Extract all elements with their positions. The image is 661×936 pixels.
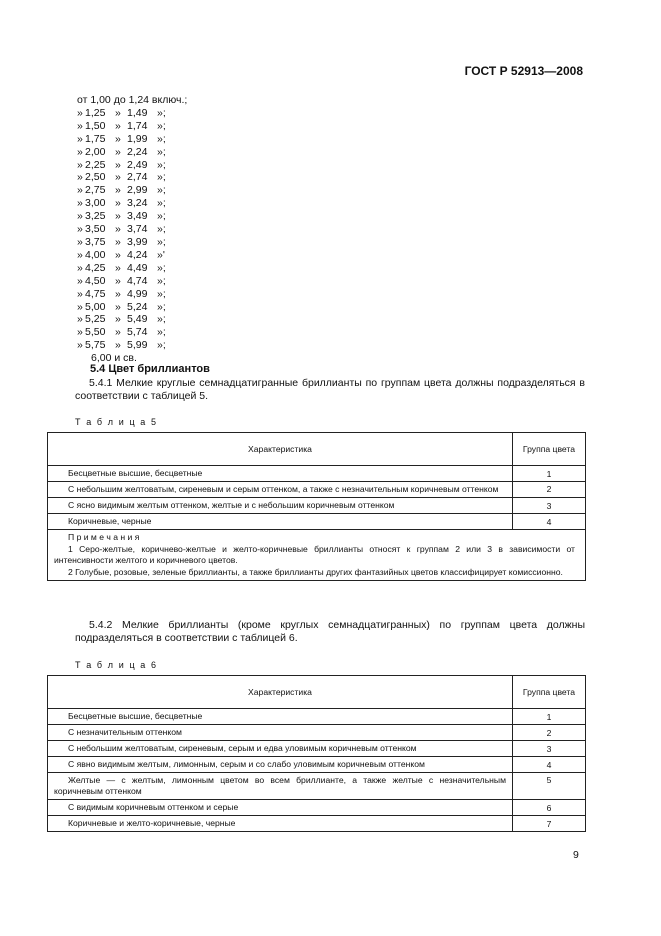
range-end: »; (157, 223, 166, 236)
section-title: 5.4 Цвет бриллиантов (90, 363, 210, 375)
range-to: 3,74 (127, 223, 148, 236)
range-from: 3,00 (85, 197, 106, 210)
range-quote: » (115, 248, 121, 261)
range-end: »; (157, 132, 166, 145)
table-row (48, 482, 586, 498)
cell-characteristic: Коричневые и желто-коричневые, черные (48, 816, 513, 832)
mass-range-row (77, 288, 187, 301)
cell-characteristic: С небольшим желтоватым, сиреневым, серым и едва уловимым коричневым оттенком (48, 741, 513, 757)
range-end: »; (157, 145, 166, 158)
range-end: »; (157, 326, 166, 339)
mass-range-row (77, 197, 187, 210)
range-from: 1,75 (85, 132, 106, 145)
cell-group: 1 (513, 709, 586, 725)
range-quote: » (115, 313, 121, 326)
range-from: 2,00 (85, 145, 106, 158)
range-quote: » (77, 132, 83, 145)
mass-range-row (77, 301, 187, 314)
range-from: 2,25 (85, 158, 106, 171)
range-quote: » (77, 287, 83, 300)
range-quote: » (77, 248, 83, 261)
table-row (48, 757, 586, 773)
mass-range-row (77, 146, 187, 159)
range-quote: » (115, 210, 121, 223)
range-to: 3,49 (127, 210, 148, 223)
range-end: »; (157, 235, 166, 248)
range-quote: » (115, 184, 121, 197)
column-header-characteristic: Характеристика (48, 676, 513, 709)
range-from: 2,50 (85, 171, 106, 184)
cell-characteristic: С явно видимым желтым, лимонным, серым и со слабо уловимым коричневым оттенком (48, 757, 513, 773)
range-to: 2,49 (127, 158, 148, 171)
cell-group: 3 (513, 498, 586, 514)
range-quote: » (115, 300, 121, 313)
column-header-group: Группа цвета (513, 433, 586, 466)
range-quote: » (77, 145, 83, 158)
range-to: 1,99 (127, 132, 148, 145)
range-end: »; (157, 210, 166, 223)
mass-range-row (77, 223, 187, 236)
range-quote: » (77, 158, 83, 171)
range-quote: » (115, 119, 121, 132)
range-quote: » (77, 171, 83, 184)
paragraph-5-4-2: 5.4.2 Мелкие бриллианты (кроме круглых семнадцатигранных) по группам цвета должны подразделяться в соответствии с таблицей 6. (75, 619, 585, 644)
table-row (48, 466, 586, 482)
mass-range-row (77, 326, 187, 339)
mass-range-row (77, 107, 187, 120)
range-to: 4,24 (127, 248, 148, 261)
range-to: 4,99 (127, 287, 148, 300)
table-row (48, 741, 586, 757)
range-quote: » (115, 158, 121, 171)
mass-range-row (77, 339, 187, 352)
mass-range-row (77, 171, 187, 184)
mass-range-first: от 1,00 до 1,24 включ.; (77, 94, 188, 106)
range-quote: » (115, 274, 121, 287)
range-end: »; (157, 261, 166, 274)
cell-characteristic: С незначительным оттенком (48, 725, 513, 741)
range-to: 4,74 (127, 274, 148, 287)
table-row (48, 514, 586, 530)
range-from: 4,00 (85, 248, 106, 261)
page-number: 9 (573, 849, 579, 861)
range-end: »' (157, 248, 165, 261)
mass-range-row (77, 184, 187, 197)
range-from: 3,50 (85, 223, 106, 236)
range-end: »; (157, 339, 166, 352)
cell-characteristic: Желтые — с желтым, лимонным цветом во всем бриллианте, а также желтые с незначительным коричневым оттенком (48, 773, 513, 800)
range-end: »; (157, 274, 166, 287)
mass-range-row (77, 249, 187, 262)
table-row (48, 498, 586, 514)
mass-range-row (77, 236, 187, 249)
range-quote: » (115, 197, 121, 210)
range-from: 3,75 (85, 235, 106, 248)
notes-title: П р и м е ч а н и я (68, 532, 140, 542)
cell-characteristic: Коричневые, черные (48, 514, 513, 530)
cell-group: 3 (513, 741, 586, 757)
table-row (48, 816, 586, 832)
cell-characteristic: Бесцветные высшие, бесцветные (48, 709, 513, 725)
range-end: »; (157, 197, 166, 210)
mass-range-list (77, 94, 187, 365)
mass-range-row (77, 262, 187, 275)
paragraph-5-4-1: 5.4.1 Мелкие круглые семнадцатигранные бриллианты по группам цвета должны подразделяться в соответствии с таблицей 5. (75, 377, 585, 402)
range-quote: » (115, 326, 121, 339)
table-row (48, 725, 586, 741)
cell-group: 2 (513, 725, 586, 741)
cell-group: 4 (513, 757, 586, 773)
table-header-row (48, 433, 586, 466)
range-to: 2,99 (127, 184, 148, 197)
table5-caption: Т а б л и ц а 5 (75, 417, 158, 427)
cell-group: 5 (513, 773, 586, 800)
range-quote: » (115, 261, 121, 274)
cell-characteristic: Бесцветные высшие, бесцветные (48, 466, 513, 482)
range-quote: » (77, 339, 83, 352)
range-quote: » (115, 223, 121, 236)
range-from: 1,50 (85, 119, 106, 132)
table-row (48, 800, 586, 816)
range-quote: » (115, 287, 121, 300)
table-5 (47, 432, 586, 581)
note-1: 1 Серо-желтые, коричнево-желтые и желто-коричневые бриллианты относят к группам 2 или 3 в зависимости от интенсивности желтого и коричневого цветов. (54, 543, 575, 565)
cell-group: 1 (513, 466, 586, 482)
range-from: 5,50 (85, 326, 106, 339)
column-header-group: Группа цвета (513, 676, 586, 709)
cell-group: 7 (513, 816, 586, 832)
range-to: 1,74 (127, 119, 148, 132)
range-quote: » (77, 197, 83, 210)
table-header-row (48, 676, 586, 709)
range-quote: » (77, 106, 83, 119)
range-to: 4,49 (127, 261, 148, 274)
range-to: 2,24 (127, 145, 148, 158)
mass-range-row (77, 159, 187, 172)
range-quote: » (77, 223, 83, 236)
range-to: 5,99 (127, 339, 148, 352)
range-end: »; (157, 171, 166, 184)
range-quote: » (115, 339, 121, 352)
range-end: »; (157, 287, 166, 300)
mass-range-row (77, 313, 187, 326)
range-end: »; (157, 158, 166, 171)
range-end: »; (157, 106, 166, 119)
note-2: 2 Голубые, розовые, зеленые бриллианты, а также бриллианты других фантазийных цветов классифицирует комиссионно. (68, 566, 563, 577)
range-quote: » (115, 145, 121, 158)
cell-group: 6 (513, 800, 586, 816)
table-notes-row (48, 530, 586, 581)
range-to: 5,24 (127, 300, 148, 313)
cell-group: 4 (513, 514, 586, 530)
range-to: 3,99 (127, 235, 148, 248)
range-quote: » (77, 184, 83, 197)
range-quote: » (77, 210, 83, 223)
range-to: 1,49 (127, 106, 148, 119)
cell-group: 2 (513, 482, 586, 498)
table-row (48, 773, 586, 800)
cell-characteristic: С небольшим желтоватым, сиреневым и серым оттенком, а также с незначительным коричневым оттенком (48, 482, 513, 498)
range-quote: » (77, 119, 83, 132)
range-from: 4,75 (85, 287, 106, 300)
mass-range-row (77, 133, 187, 146)
range-quote: » (77, 313, 83, 326)
range-from: 5,00 (85, 300, 106, 313)
range-from: 3,25 (85, 210, 106, 223)
range-to: 3,24 (127, 197, 148, 210)
mass-range-row (77, 120, 187, 133)
cell-characteristic: С видимым коричневым оттенком и серые (48, 800, 513, 816)
range-end: »; (157, 184, 166, 197)
mass-range-row (77, 210, 187, 223)
table-row (48, 709, 586, 725)
range-end: »; (157, 119, 166, 132)
range-quote: » (115, 106, 121, 119)
range-to: 2,74 (127, 171, 148, 184)
range-from: 2,75 (85, 184, 106, 197)
range-quote: » (77, 300, 83, 313)
range-quote: » (77, 274, 83, 287)
range-end: »; (157, 300, 166, 313)
range-from: 4,50 (85, 274, 106, 287)
table-6 (47, 675, 586, 832)
range-from: 4,25 (85, 261, 106, 274)
table6-caption: Т а б л и ц а 6 (75, 660, 158, 670)
range-to: 5,49 (127, 313, 148, 326)
range-quote: » (115, 171, 121, 184)
column-header-characteristic: Характеристика (48, 433, 513, 466)
range-quote: » (115, 132, 121, 145)
mass-range-row (77, 275, 187, 288)
range-quote: » (115, 235, 121, 248)
range-end: »; (157, 313, 166, 326)
range-quote: » (77, 235, 83, 248)
range-from: 1,25 (85, 106, 106, 119)
range-from: 5,25 (85, 313, 106, 326)
table-notes (48, 530, 586, 581)
range-quote: » (77, 326, 83, 339)
range-from: 5,75 (85, 339, 106, 352)
mass-range-last: 6,00 и св. (91, 352, 137, 365)
range-to: 5,74 (127, 326, 148, 339)
cell-characteristic: С ясно видимым желтым оттенком, желтые и с небольшим коричневым оттенком (48, 498, 513, 514)
document-header: ГОСТ Р 52913—2008 (464, 64, 583, 78)
range-quote: » (77, 261, 83, 274)
